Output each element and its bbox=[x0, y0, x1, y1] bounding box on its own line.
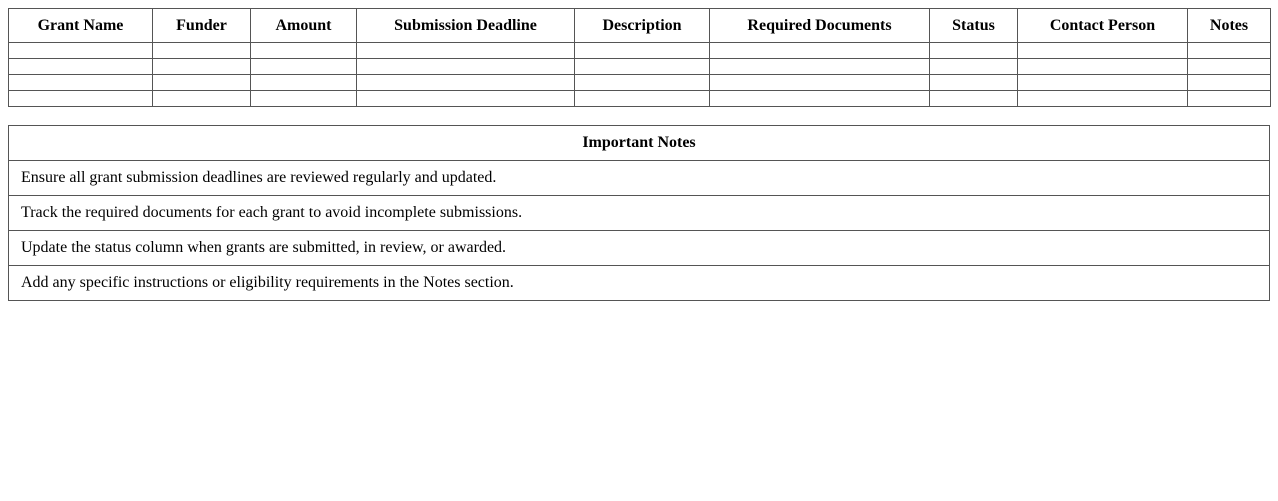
notes-title: Important Notes bbox=[9, 126, 1270, 161]
table-cell[interactable] bbox=[357, 59, 575, 75]
column-header-submission-deadline: Submission Deadline bbox=[357, 9, 575, 43]
table-cell[interactable] bbox=[710, 91, 930, 107]
note-row bbox=[9, 231, 1270, 266]
note-item: Add any specific instructions or eligibility requirements in the Notes section. bbox=[9, 266, 1270, 301]
table-row bbox=[9, 59, 1271, 75]
table-cell[interactable] bbox=[153, 59, 251, 75]
table-cell[interactable] bbox=[1188, 75, 1271, 91]
table-cell[interactable] bbox=[575, 43, 710, 59]
table-cell[interactable] bbox=[575, 91, 710, 107]
important-notes-table bbox=[8, 125, 1270, 301]
page-content bbox=[8, 8, 1270, 301]
grant-tracker-table bbox=[8, 8, 1271, 107]
column-header-status: Status bbox=[930, 9, 1018, 43]
table-cell[interactable] bbox=[1018, 59, 1188, 75]
column-header-required-documents: Required Documents bbox=[710, 9, 930, 43]
table-cell[interactable] bbox=[9, 91, 153, 107]
table-cell[interactable] bbox=[357, 75, 575, 91]
table-cell[interactable] bbox=[251, 43, 357, 59]
table-cell[interactable] bbox=[9, 59, 153, 75]
column-header-amount: Amount bbox=[251, 9, 357, 43]
table-cell[interactable] bbox=[710, 75, 930, 91]
table-cell[interactable] bbox=[575, 75, 710, 91]
note-row bbox=[9, 196, 1270, 231]
table-cell[interactable] bbox=[1188, 43, 1271, 59]
table-cell[interactable] bbox=[930, 91, 1018, 107]
table-row bbox=[9, 75, 1271, 91]
column-header-notes: Notes bbox=[1188, 9, 1271, 43]
table-cell[interactable] bbox=[710, 59, 930, 75]
table-row bbox=[9, 43, 1271, 59]
table-cell[interactable] bbox=[710, 43, 930, 59]
table-header-row bbox=[9, 9, 1271, 43]
table-cell[interactable] bbox=[1018, 91, 1188, 107]
column-header-funder: Funder bbox=[153, 9, 251, 43]
table-cell[interactable] bbox=[9, 75, 153, 91]
note-item: Update the status column when grants are submitted, in review, or awarded. bbox=[9, 231, 1270, 266]
table-cell[interactable] bbox=[1188, 91, 1271, 107]
note-item: Ensure all grant submission deadlines are reviewed regularly and updated. bbox=[9, 161, 1270, 196]
column-header-grant-name: Grant Name bbox=[9, 9, 153, 43]
table-cell[interactable] bbox=[153, 75, 251, 91]
table-cell[interactable] bbox=[1188, 59, 1271, 75]
table-cell[interactable] bbox=[9, 43, 153, 59]
table-cell[interactable] bbox=[930, 59, 1018, 75]
table-cell[interactable] bbox=[575, 59, 710, 75]
note-row bbox=[9, 161, 1270, 196]
table-cell[interactable] bbox=[153, 91, 251, 107]
table-cell[interactable] bbox=[930, 43, 1018, 59]
table-cell[interactable] bbox=[1018, 43, 1188, 59]
table-cell[interactable] bbox=[357, 91, 575, 107]
column-header-description: Description bbox=[575, 9, 710, 43]
table-cell[interactable] bbox=[153, 43, 251, 59]
notes-header-row bbox=[9, 126, 1270, 161]
note-row bbox=[9, 266, 1270, 301]
table-cell[interactable] bbox=[930, 75, 1018, 91]
table-cell[interactable] bbox=[251, 91, 357, 107]
note-item: Track the required documents for each grant to avoid incomplete submissions. bbox=[9, 196, 1270, 231]
column-header-contact-person: Contact Person bbox=[1018, 9, 1188, 43]
table-row bbox=[9, 91, 1271, 107]
table-cell[interactable] bbox=[1018, 75, 1188, 91]
table-cell[interactable] bbox=[251, 59, 357, 75]
table-cell[interactable] bbox=[251, 75, 357, 91]
table-cell[interactable] bbox=[357, 43, 575, 59]
